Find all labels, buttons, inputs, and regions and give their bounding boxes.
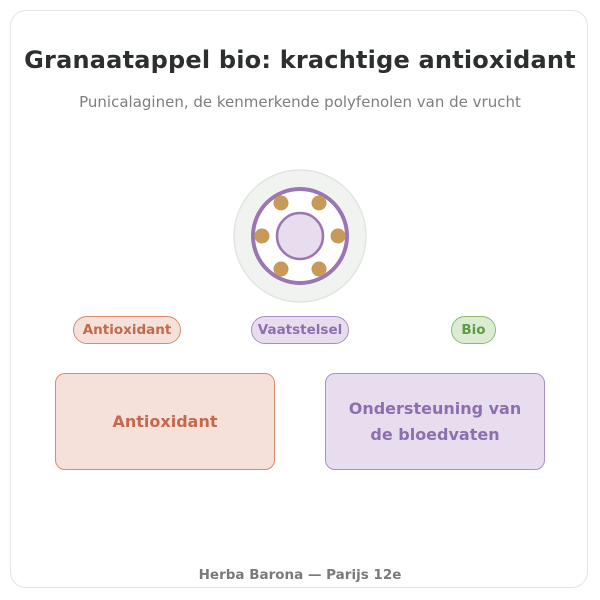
tag-antioxidant: Antioxidant	[73, 316, 181, 344]
pomegranate-icon	[232, 168, 368, 304]
seed-icon	[312, 262, 327, 277]
seed-icon	[312, 196, 327, 211]
tag-bio: Bio	[451, 316, 496, 344]
seed-icon	[331, 229, 346, 244]
page-title: Granaatappel bio: krachtige antioxidant	[24, 46, 576, 74]
tag-vaatstelsel: Vaatstelsel	[251, 316, 349, 344]
benefit-card-antioxidant	[55, 373, 275, 470]
emblem-core	[277, 213, 323, 259]
benefit-card-bloedvaten	[325, 373, 545, 470]
page-subtitle: Punicalaginen, de kenmerkende polyfenolen van de vrucht	[79, 93, 521, 111]
benefit-label: Antioxidant	[112, 411, 218, 431]
footer-credit: Herba Barona — Parijs 12e	[198, 567, 402, 583]
seed-icon	[274, 196, 289, 211]
seed-icon	[255, 229, 270, 244]
benefit-label: Ondersteuning van de bloedvaten	[348, 398, 522, 444]
pomegranate-emblem-svg	[232, 168, 368, 304]
seed-icon	[274, 262, 289, 277]
